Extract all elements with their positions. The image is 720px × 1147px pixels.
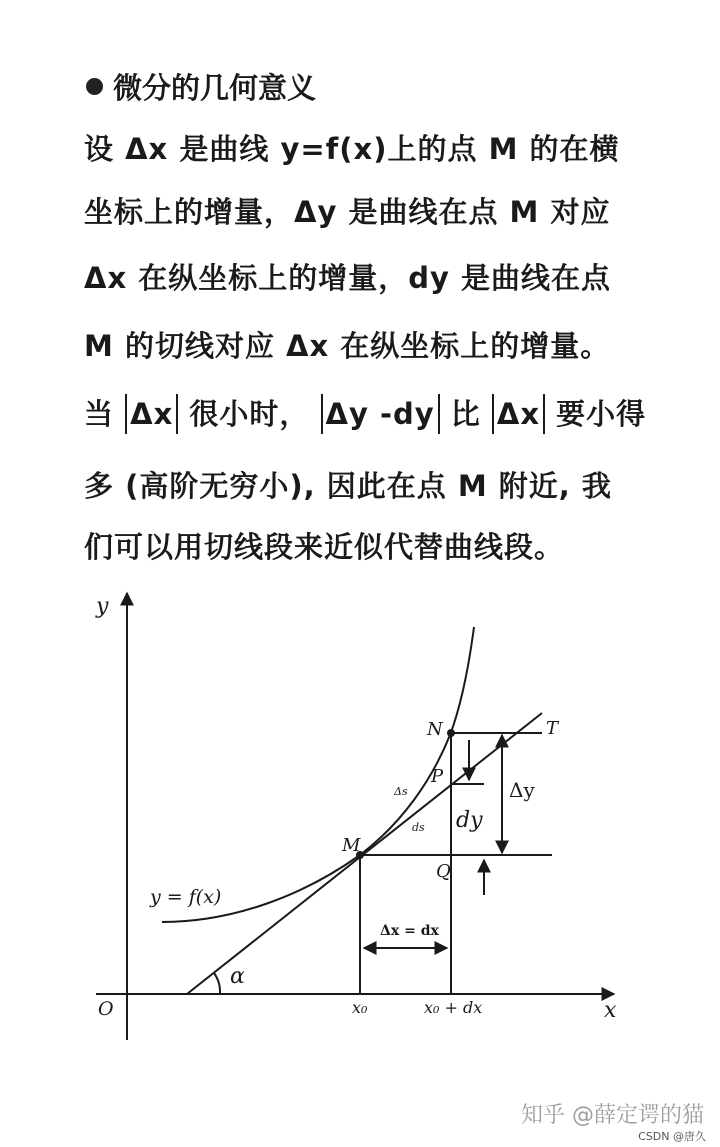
label-alpha: α: [230, 964, 245, 989]
differential-diagram: [84, 585, 639, 1045]
paragraph-line-5: [84, 392, 646, 436]
label-dy: dy: [456, 808, 483, 833]
paragraph-line-1: 设 Δx 是曲线 y=f(x)上的点 M 的在横: [84, 132, 620, 166]
line5-pre: 当: [84, 397, 115, 431]
point-n: [447, 729, 455, 737]
label-p: P: [431, 766, 444, 787]
section-heading: [86, 64, 316, 108]
heading-text: 微分的几何意义: [113, 70, 317, 105]
label-x-axis: x: [604, 998, 617, 1023]
alpha-arc: [214, 973, 220, 994]
zhihu-watermark: 知乎 @薛定谔的猫: [521, 1103, 704, 1128]
line5-mid2: 比: [450, 397, 481, 431]
label-ds: ds: [412, 821, 425, 834]
label-delta-y: Δy: [509, 778, 535, 802]
paragraph-line-3: Δx 在纵坐标上的增量，dy 是曲线在点: [84, 261, 612, 295]
paragraph-line-6: 多 (高阶无穷小), 因此在点 M 附近, 我: [84, 469, 612, 503]
tangent-line: [187, 713, 542, 994]
line5-mid1: 很小时，: [189, 397, 310, 431]
abs-delta-x-2: Δx: [492, 394, 545, 434]
label-x0-dx: x₀ + dx: [424, 998, 483, 1017]
paragraph-line-7: 们可以用切线段来近似代替曲线段。: [84, 530, 565, 564]
csdn-credit: CSDN @唐久: [638, 1130, 706, 1143]
label-curve: y = f(x): [150, 886, 222, 908]
diagram-svg: [84, 585, 639, 1045]
line5-post: 要小得: [556, 397, 647, 431]
curve-fx: [162, 627, 474, 922]
bullet-icon: [86, 78, 103, 95]
label-delta-s: Δs: [394, 785, 408, 798]
label-n: N: [427, 719, 443, 740]
abs-delta-y-minus-dy: Δy -dy: [321, 394, 440, 434]
label-m: M: [342, 835, 361, 856]
abs-delta-x: Δx: [125, 394, 178, 434]
label-origin: O: [98, 998, 114, 1020]
paragraph-line-4: M 的切线对应 Δx 在纵坐标上的增量。: [84, 329, 611, 363]
label-y-axis: y: [96, 594, 109, 619]
label-x0: x₀: [352, 998, 368, 1017]
paragraph-line-2: 坐标上的增量，Δy 是曲线在点 M 对应: [84, 195, 611, 229]
label-q: Q: [436, 861, 451, 882]
label-dx-eq: Δx = dx: [380, 923, 439, 939]
label-t: T: [546, 718, 559, 739]
